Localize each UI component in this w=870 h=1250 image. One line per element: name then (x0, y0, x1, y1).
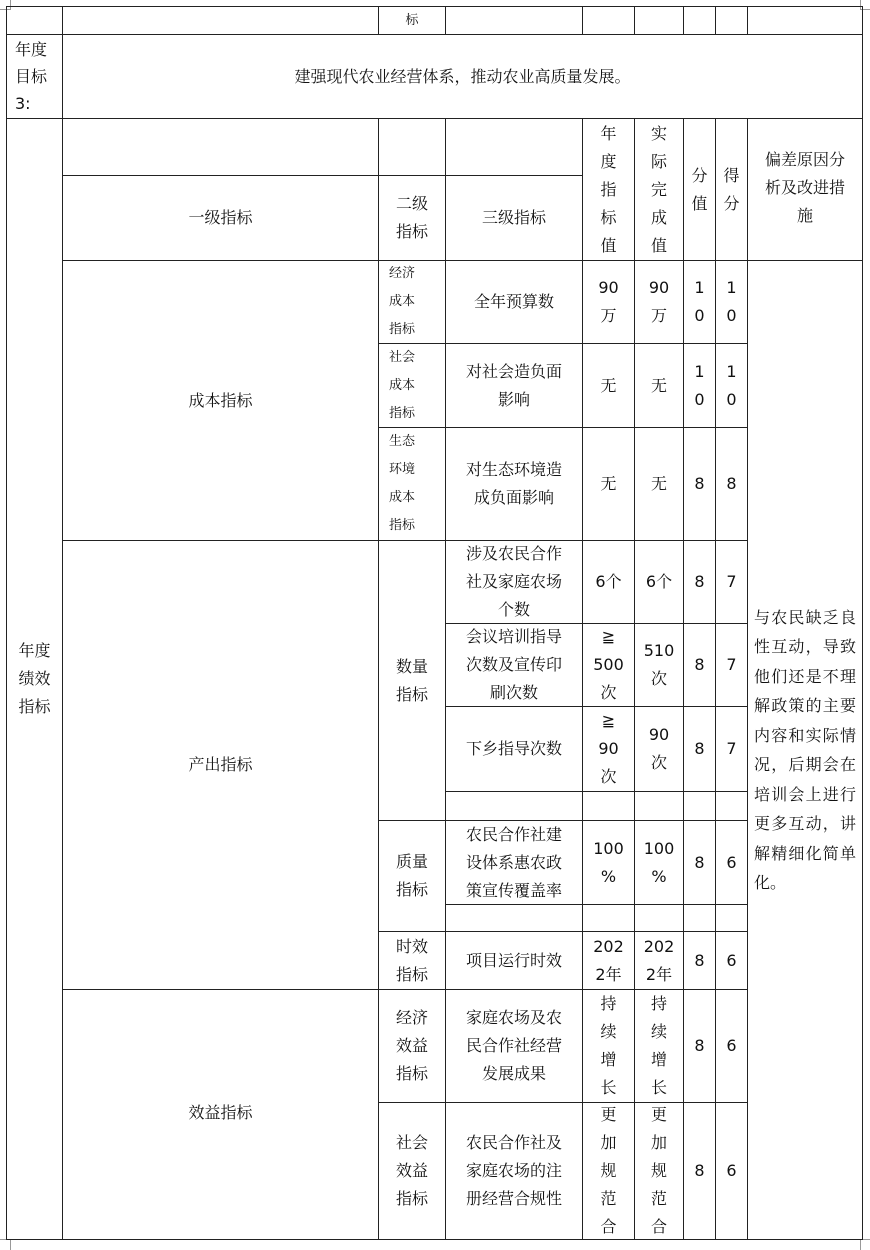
annual-target-value: 202 2年 (583, 932, 635, 990)
score-value: 8 (684, 707, 716, 792)
top-row-cell-b (63, 6, 379, 35)
score-value: 8 (684, 990, 716, 1103)
empty-cell (716, 792, 748, 821)
empty-cell (446, 792, 583, 821)
empty-cell (635, 792, 684, 821)
actual-value: 100 % (635, 821, 684, 905)
category-benefit: 效益指标 (63, 990, 379, 1240)
top-row-cell-e (583, 6, 635, 35)
annual-target-value: 100 % (583, 821, 635, 905)
subcategory-economic-benefit: 经济 效益 指标 (379, 990, 446, 1103)
top-row-cell-a (6, 6, 63, 35)
score-got: 6 (716, 1103, 748, 1240)
empty-cell (446, 905, 583, 932)
score-got: 7 (716, 707, 748, 792)
category-output: 产出指标 (63, 541, 379, 990)
header-score-value: 分 值 (684, 119, 716, 261)
score-got: 1 0 (716, 344, 748, 428)
indicator-name: 项目运行时效 (446, 932, 583, 990)
annual-target-value: ≧ 90 次 (583, 707, 635, 792)
performance-indicators-label: 年度 绩效 指标 (6, 119, 63, 1240)
indicator-name: 全年预算数 (446, 261, 583, 344)
score-value: 1 0 (684, 344, 716, 428)
header-level2: 二级 指标 (379, 176, 446, 261)
subcategory-eco-cost: 生态 环境 成本 指标 (379, 428, 446, 541)
subcategory-timeliness: 时效 指标 (379, 932, 446, 990)
corner-mark-bottom-right (860, 1239, 870, 1250)
actual-value: 90 次 (635, 707, 684, 792)
actual-value: 510 次 (635, 624, 684, 707)
actual-value: 6个 (635, 541, 684, 624)
score-got: 1 0 (716, 261, 748, 344)
actual-value: 无 (635, 428, 684, 541)
top-row-cell-h (716, 6, 748, 35)
indicator-name: 农民合作社建 设体系惠农政 策宣传覆盖率 (446, 821, 583, 905)
empty-cell (684, 905, 716, 932)
score-value: 8 (684, 624, 716, 707)
actual-value: 90 万 (635, 261, 684, 344)
score-got: 8 (716, 428, 748, 541)
deviation-text: 与农民缺乏良性互动，导致他们还是不理解政策的主要内容和实际情况，后期会在培训会上进行更多互动，讲解精细化简单化。 (754, 607, 856, 892)
score-got: 6 (716, 932, 748, 990)
score-value: 1 0 (684, 261, 716, 344)
header-score-got: 得 分 (716, 119, 748, 261)
actual-value: 更 加 规 范 合 (635, 1103, 684, 1240)
header-deviation: 偏差原因分 析及改进措 施 (748, 119, 863, 261)
header-blank-level1 (63, 119, 379, 176)
actual-value: 持 续 增 长 (635, 990, 684, 1103)
annual-target-value: ≧ 500 次 (583, 624, 635, 707)
indicator-name: 下乡指导次数 (446, 707, 583, 792)
header-annual-value: 年 度 指 标 值 (583, 119, 635, 261)
top-row-cell-g (684, 6, 716, 35)
annual-target-value: 持 续 增 长 (583, 990, 635, 1103)
empty-cell (716, 905, 748, 932)
top-row-cell-f (635, 6, 684, 35)
subcategory-quality: 质量 指标 (379, 821, 446, 932)
score-got: 7 (716, 624, 748, 707)
score-got: 7 (716, 541, 748, 624)
category-cost: 成本指标 (63, 261, 379, 541)
annual-target-value: 无 (583, 344, 635, 428)
indicator-name: 对社会造负面 影响 (446, 344, 583, 428)
top-row-cell-i (748, 6, 863, 35)
header-blank-level3 (446, 119, 583, 176)
header-actual-value: 实 际 完 成 值 (635, 119, 684, 261)
actual-value: 202 2年 (635, 932, 684, 990)
score-value: 8 (684, 428, 716, 541)
annual-target-value: 90 万 (583, 261, 635, 344)
deviation-analysis-text (748, 261, 863, 1240)
indicator-name: 家庭农场及农 民合作社经营 发展成果 (446, 990, 583, 1103)
indicator-name: 农民合作社及 家庭农场的注 册经营合规性 (446, 1103, 583, 1240)
empty-cell (635, 905, 684, 932)
annual-target-value: 无 (583, 428, 635, 541)
score-got: 6 (716, 821, 748, 905)
empty-cell (684, 792, 716, 821)
annual-target-value: 更 加 规 范 合 (583, 1103, 635, 1240)
actual-value: 无 (635, 344, 684, 428)
header-level3: 三级指标 (446, 176, 583, 261)
empty-cell (583, 905, 635, 932)
header-level1: 一级指标 (63, 176, 379, 261)
score-value: 8 (684, 932, 716, 990)
score-value: 8 (684, 1103, 716, 1240)
score-value: 8 (684, 541, 716, 624)
top-row-level2-fragment: 标 (379, 6, 446, 35)
subcategory-economic-cost: 经济 成本 指标 (379, 261, 446, 344)
score-got: 6 (716, 990, 748, 1103)
top-row-cell-d (446, 6, 583, 35)
subcategory-social-cost: 社会 成本 指标 (379, 344, 446, 428)
goal-label: 年度 目标 3: (6, 35, 63, 119)
empty-cell (583, 792, 635, 821)
corner-mark-bottom-left (0, 1239, 11, 1250)
annual-target-value: 6个 (583, 541, 635, 624)
goal-text: 建强现代农业经营体系，推动农业高质量发展。 (63, 35, 863, 119)
subcategory-social-benefit: 社会 效益 指标 (379, 1103, 446, 1240)
indicator-name: 对生态环境造 成负面影响 (446, 428, 583, 541)
subcategory-quantity: 数量 指标 (379, 541, 446, 821)
indicator-name: 涉及农民合作 社及家庭农场 个数 (446, 541, 583, 624)
header-blank-level2 (379, 119, 446, 176)
score-value: 8 (684, 821, 716, 905)
indicator-name: 会议培训指导 次数及宣传印 刷次数 (446, 624, 583, 707)
